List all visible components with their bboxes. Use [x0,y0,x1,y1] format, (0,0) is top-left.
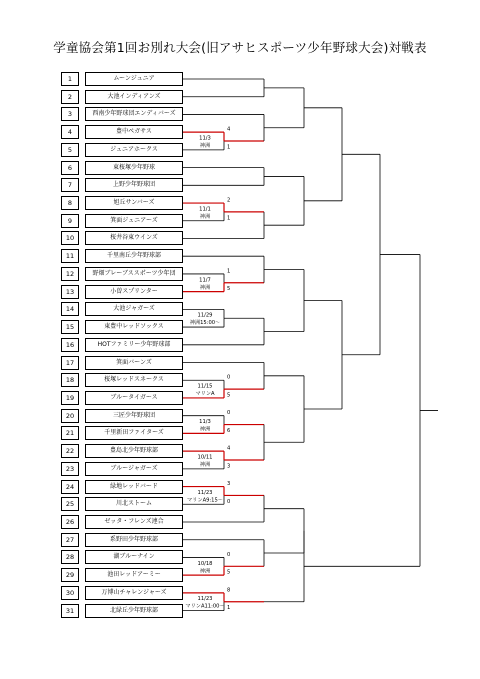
match-label: 神洲 [199,426,211,433]
team-number: 30 [61,586,79,600]
match-label: 神洲 [199,568,211,575]
team-name: 箕面バーンズ [85,356,183,370]
team-name: 大池ジャガーズ [85,302,183,316]
match-label: 0 [227,374,231,381]
team-name: 桜井谷東ウインズ [85,231,183,245]
match-label: 11/3 [199,419,211,426]
match-label: 11/3 [199,135,211,142]
match-label: 0 [227,498,231,505]
team-name: ジュニアホークス [85,143,183,157]
team-number: 29 [61,568,79,582]
match-label: マリンA9:15～ [187,497,223,504]
match-label: マリンA11:00～ [185,603,225,610]
team-number: 3 [61,107,79,121]
team-number: 17 [61,356,79,370]
team-name: ゼッタ・フレンズ連合 [85,515,183,529]
team-name: 千里南丘少年野球部 [85,249,183,263]
team-name: 小曽スプリンター [85,285,183,299]
match-label: 11/15 [197,383,213,390]
team-number: 20 [61,409,79,423]
team-number: 6 [61,161,79,175]
match-label: 3 [227,481,231,488]
match-label: 神洲 [199,284,211,291]
match-label: 11/23 [197,596,213,603]
team-number: 10 [61,231,79,245]
team-name: 西南少年野球団エンディバーズ [85,107,183,121]
match-label: マリンA [195,391,215,398]
team-name: ブルータイガース [85,391,183,405]
match-label: 神洲 [199,143,211,150]
team-number: 8 [61,196,79,210]
team-name: 豊島北少年野球部 [85,444,183,458]
team-name: 緑地レッドバード [85,480,183,494]
match-label: 8 [227,587,231,594]
team-number: 19 [61,391,79,405]
team-number: 26 [61,515,79,529]
team-number: 5 [61,143,79,157]
team-number: 7 [61,178,79,192]
team-name: 旭丘サンバーズ [85,196,183,210]
team-name: 系野田少年野球部 [85,533,183,547]
match-label: 1 [227,215,231,222]
team-name: 箕面ジュニアーズ [85,214,183,228]
team-number: 27 [61,533,79,547]
match-label: 4 [227,445,231,452]
team-number: 4 [61,125,79,139]
team-number: 1 [61,72,79,86]
team-name: 桜塚レッドスネークス [85,373,183,387]
match-label: 神洲 [199,213,211,220]
match-label: 1 [227,605,231,612]
team-name: 川北ストーム [85,497,183,511]
team-name: 野畑ブレーブススポーツ少年団 [85,267,183,281]
match-label: 11/23 [197,489,213,496]
match-label: 1 [227,144,231,151]
team-number: 14 [61,302,79,316]
team-number: 21 [61,426,79,440]
team-number: 9 [61,214,79,228]
team-name: 東桜塚少年野球 [85,161,183,175]
team-name: 万博山チャレンジャーズ [85,586,183,600]
match-label: 6 [227,427,231,434]
team-name: 湖ブルーナイン [85,550,183,564]
team-name: HOTファミリー少年野球部 [85,338,183,352]
match-label: 1 [227,268,231,275]
team-number: 2 [61,90,79,104]
match-label: 5 [227,392,231,399]
team-number: 31 [61,604,79,618]
team-name: ムーンジュニア [85,72,183,86]
team-name: ブルージャガーズ [85,462,183,476]
team-number: 28 [61,550,79,564]
team-name: 千里新田ファイターズ [85,426,183,440]
match-label: 3 [227,463,231,470]
team-number: 23 [61,462,79,476]
team-number: 11 [61,249,79,263]
match-label: 0 [227,551,231,558]
match-label: 5 [227,569,231,576]
match-label: 11/1 [199,206,211,213]
match-label: 0 [227,410,231,417]
team-number: 15 [61,320,79,334]
match-label: 4 [227,126,231,133]
team-name: 池田レッドアーミー [85,568,183,582]
team-name: 三匠少年野球団 [85,409,183,423]
team-name: 東豊中レッドソックス [85,320,183,334]
team-name: 豊中ペガサス [85,125,183,139]
team-number: 22 [61,444,79,458]
team-number: 18 [61,373,79,387]
team-name: 大池インディアンズ [85,90,183,104]
team-number: 16 [61,338,79,352]
team-number: 24 [61,480,79,494]
team-name: 上野少年野球団 [85,178,183,192]
team-number: 25 [61,497,79,511]
match-label: 11/7 [199,277,211,284]
match-label: 神洲15:00～ [189,320,221,327]
match-label: 2 [227,197,231,204]
match-label: 11/29 [197,312,213,319]
team-name: 北緑丘少年野球部 [85,604,183,618]
match-label: 5 [227,286,231,293]
team-number: 12 [61,267,79,281]
match-label: 10/11 [197,454,213,461]
match-label: 神洲 [199,461,211,468]
team-number: 13 [61,285,79,299]
match-label: 10/18 [197,560,213,567]
page-title: 学童協会第1回お別れ大会(旧アサヒスポーツ少年野球大会)対戦表 [53,40,427,55]
